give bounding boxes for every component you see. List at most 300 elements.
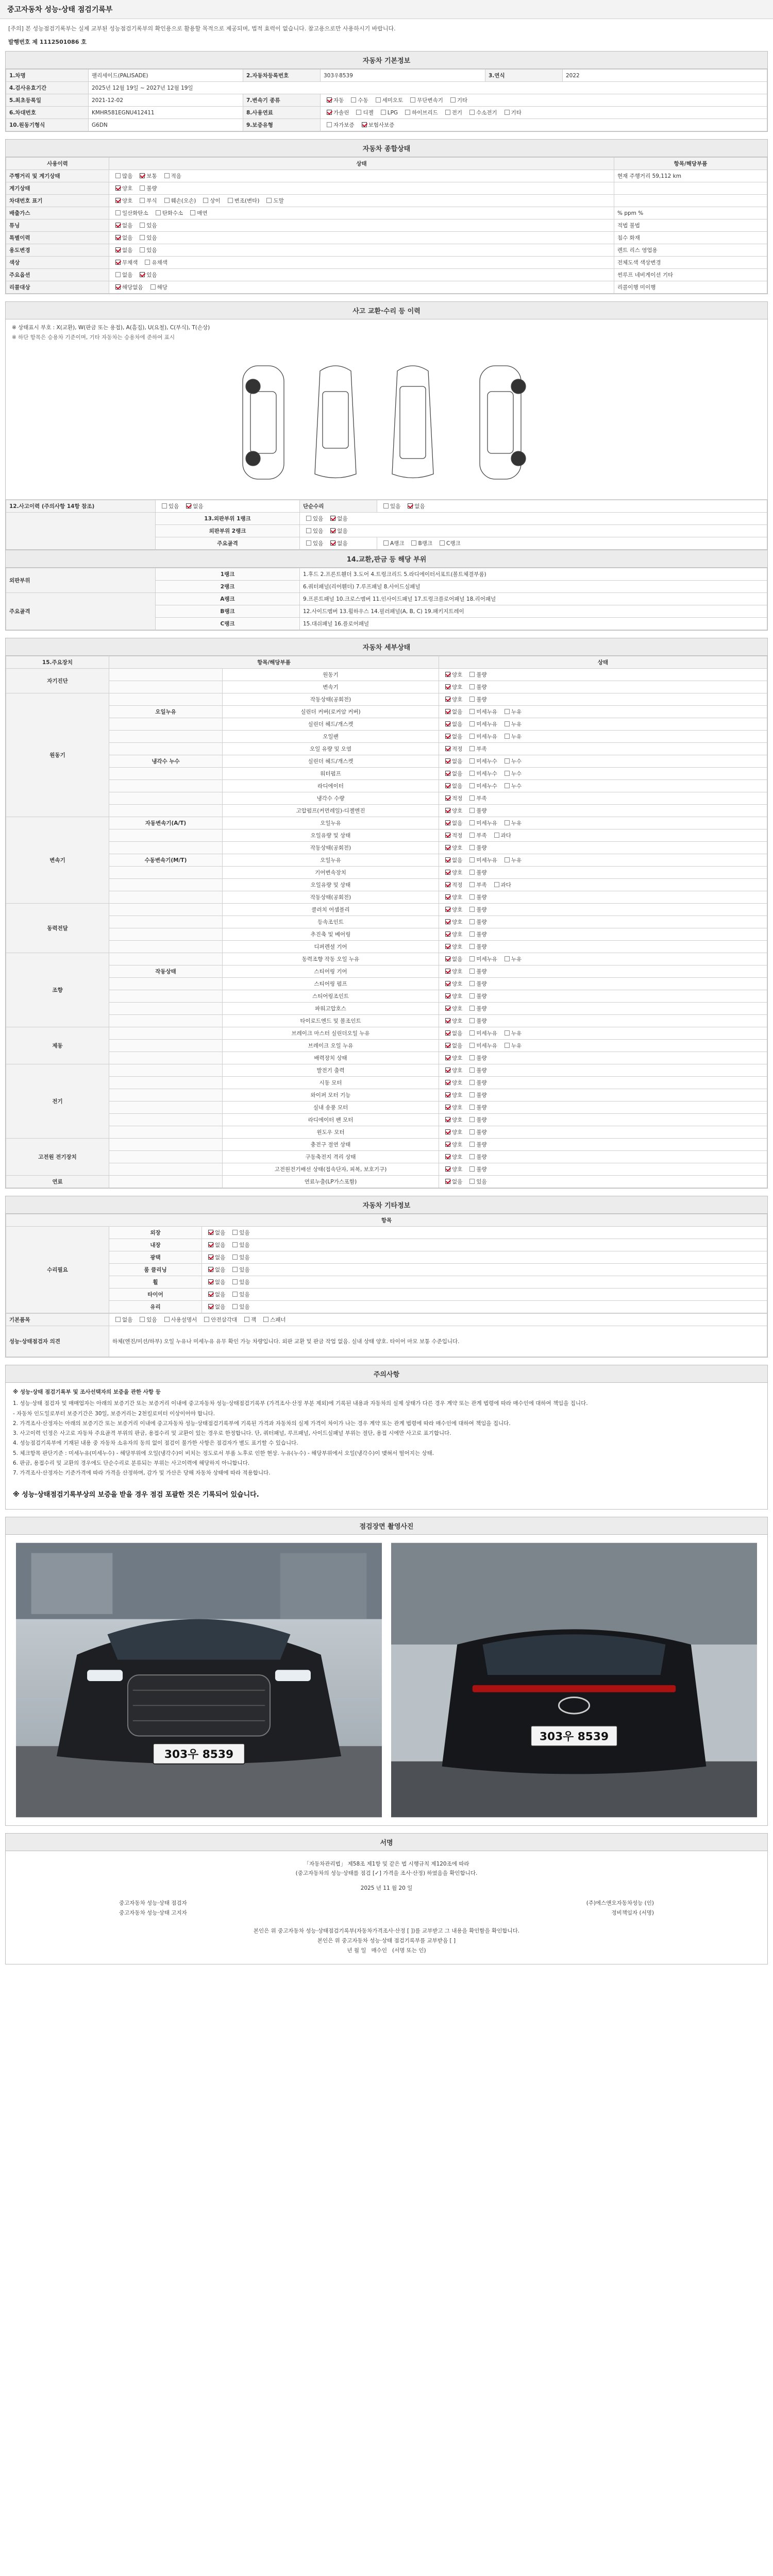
- checkbox[interactable]: [469, 1018, 475, 1023]
- checkbox[interactable]: [150, 284, 156, 290]
- option-0[interactable]: [205, 1278, 225, 1286]
- option-0[interactable]: [442, 1029, 462, 1037]
- option-1[interactable]: [466, 881, 486, 889]
- checkbox[interactable]: [115, 260, 121, 265]
- option-2[interactable]: [187, 209, 207, 217]
- option-1[interactable]: [327, 515, 347, 522]
- option-0[interactable]: [442, 992, 462, 1000]
- option-0[interactable]: [442, 869, 462, 876]
- checkbox[interactable]: [469, 771, 475, 776]
- checkbox[interactable]: [410, 97, 415, 103]
- checkbox[interactable]: [445, 956, 450, 961]
- checkbox[interactable]: [208, 1267, 213, 1272]
- checkbox[interactable]: [356, 110, 361, 115]
- option-0[interactable]: [205, 1229, 225, 1236]
- checkbox[interactable]: [445, 734, 450, 739]
- option-1[interactable]: [137, 271, 157, 279]
- option-1[interactable]: [466, 1116, 486, 1124]
- option-1[interactable]: [466, 819, 497, 827]
- option-1[interactable]: [466, 1091, 486, 1099]
- checkbox[interactable]: [445, 882, 450, 887]
- option-0[interactable]: [303, 539, 323, 547]
- checkbox[interactable]: [469, 1080, 475, 1085]
- checkbox[interactable]: [505, 721, 510, 726]
- checkbox[interactable]: [469, 944, 475, 949]
- option-0[interactable]: [442, 1128, 462, 1136]
- checkbox[interactable]: [445, 771, 450, 776]
- option-0[interactable]: [442, 1079, 462, 1087]
- checkbox[interactable]: [445, 820, 450, 825]
- option-0[interactable]: [442, 1005, 462, 1012]
- checkbox[interactable]: [115, 173, 121, 178]
- checkbox[interactable]: [376, 97, 381, 103]
- checkbox[interactable]: [505, 110, 510, 115]
- checkbox[interactable]: [140, 247, 145, 252]
- checkbox[interactable]: [445, 894, 450, 900]
- checkbox[interactable]: [208, 1292, 213, 1297]
- option-5[interactable]: [260, 1316, 285, 1324]
- checkbox[interactable]: [469, 882, 475, 887]
- checkbox[interactable]: [469, 956, 475, 961]
- checkbox[interactable]: [445, 783, 450, 788]
- checkbox[interactable]: [445, 1080, 450, 1085]
- option-1[interactable]: [466, 893, 486, 901]
- checkbox[interactable]: [208, 1242, 213, 1247]
- option-1[interactable]: [229, 1253, 249, 1261]
- checkbox[interactable]: [469, 808, 475, 813]
- checkbox[interactable]: [445, 981, 450, 986]
- option-1[interactable]: [137, 184, 157, 192]
- checkbox[interactable]: [445, 672, 450, 677]
- option-1[interactable]: [466, 1153, 486, 1161]
- checkbox[interactable]: [445, 1154, 450, 1159]
- checkbox[interactable]: [445, 746, 450, 751]
- option-0[interactable]: [112, 283, 143, 291]
- option-0[interactable]: [442, 807, 462, 815]
- checkbox[interactable]: [445, 931, 450, 937]
- checkbox[interactable]: [445, 758, 450, 764]
- checkbox[interactable]: [327, 97, 332, 103]
- option-0[interactable]: [442, 770, 462, 777]
- checkbox[interactable]: [445, 1105, 450, 1110]
- checkbox[interactable]: [445, 110, 450, 115]
- checkbox[interactable]: [383, 540, 389, 546]
- checkbox[interactable]: [115, 284, 121, 290]
- checkbox[interactable]: [469, 746, 475, 751]
- option-0[interactable]: [303, 527, 323, 535]
- checkbox[interactable]: [469, 783, 475, 788]
- checkbox[interactable]: [164, 1317, 170, 1322]
- option-4[interactable]: [241, 1316, 256, 1324]
- checkbox[interactable]: [469, 734, 475, 739]
- checkbox[interactable]: [469, 833, 475, 838]
- option-0[interactable]: [442, 881, 462, 889]
- option-0[interactable]: [324, 109, 349, 116]
- option-0[interactable]: [112, 1316, 132, 1324]
- checkbox[interactable]: [162, 503, 167, 509]
- checkbox[interactable]: [469, 1166, 475, 1172]
- checkbox[interactable]: [440, 540, 445, 546]
- option-2[interactable]: [501, 720, 522, 728]
- option-1[interactable]: [327, 539, 347, 547]
- option-2[interactable]: [436, 539, 461, 547]
- checkbox[interactable]: [445, 1142, 450, 1147]
- option-0[interactable]: [324, 96, 344, 104]
- option-3[interactable]: [402, 109, 438, 116]
- checkbox[interactable]: [445, 709, 450, 714]
- option-0[interactable]: [442, 683, 462, 691]
- checkbox[interactable]: [115, 247, 121, 252]
- option-1[interactable]: [466, 856, 497, 864]
- checkbox[interactable]: [228, 198, 233, 203]
- checkbox[interactable]: [140, 198, 145, 203]
- checkbox[interactable]: [140, 1317, 145, 1322]
- option-1[interactable]: [466, 683, 486, 691]
- option-1[interactable]: [466, 980, 486, 988]
- checkbox[interactable]: [505, 783, 510, 788]
- option-1[interactable]: [466, 807, 486, 815]
- checkbox[interactable]: [445, 833, 450, 838]
- checkbox[interactable]: [445, 1043, 450, 1048]
- option-1[interactable]: [137, 246, 157, 254]
- checkbox[interactable]: [140, 185, 145, 191]
- option-1[interactable]: [466, 906, 486, 913]
- option-0[interactable]: [112, 271, 132, 279]
- checkbox[interactable]: [469, 672, 475, 677]
- option-0[interactable]: [205, 1253, 225, 1261]
- option-2[interactable]: [501, 819, 522, 827]
- checkbox[interactable]: [469, 1006, 475, 1011]
- checkbox[interactable]: [232, 1292, 238, 1297]
- checkbox[interactable]: [445, 1030, 450, 1036]
- checkbox[interactable]: [445, 721, 450, 726]
- option-0[interactable]: [112, 259, 138, 266]
- option-0[interactable]: [442, 968, 462, 975]
- checkbox[interactable]: [469, 1030, 475, 1036]
- option-1[interactable]: [229, 1229, 249, 1236]
- option-0[interactable]: [442, 1116, 462, 1124]
- checkbox[interactable]: [115, 210, 121, 215]
- option-0[interactable]: [442, 893, 462, 901]
- checkbox[interactable]: [469, 870, 475, 875]
- option-1[interactable]: [466, 1165, 486, 1173]
- checkbox[interactable]: [145, 260, 150, 265]
- option-0[interactable]: [442, 782, 462, 790]
- checkbox[interactable]: [232, 1255, 238, 1260]
- option-0[interactable]: [112, 172, 132, 180]
- option-1[interactable]: [229, 1266, 249, 1274]
- option-2[interactable]: [161, 172, 181, 180]
- checkbox[interactable]: [505, 956, 510, 961]
- checkbox[interactable]: [115, 235, 121, 240]
- option-0[interactable]: [442, 1066, 462, 1074]
- checkbox[interactable]: [445, 795, 450, 801]
- option-0[interactable]: [112, 184, 132, 192]
- checkbox[interactable]: [469, 709, 475, 714]
- option-0[interactable]: [442, 819, 462, 827]
- checkbox[interactable]: [156, 210, 161, 215]
- checkbox[interactable]: [383, 503, 389, 509]
- checkbox[interactable]: [381, 110, 386, 115]
- checkbox[interactable]: [140, 223, 145, 228]
- option-0[interactable]: [442, 1153, 462, 1161]
- checkbox[interactable]: [232, 1230, 238, 1235]
- option-2[interactable]: [378, 110, 398, 116]
- checkbox[interactable]: [306, 528, 311, 533]
- option-1[interactable]: [147, 283, 167, 291]
- option-0[interactable]: [442, 720, 462, 728]
- option-0[interactable]: [112, 222, 132, 229]
- option-0[interactable]: [442, 1165, 462, 1173]
- checkbox[interactable]: [505, 709, 510, 714]
- option-0[interactable]: [442, 1054, 462, 1062]
- option-0[interactable]: [159, 502, 179, 510]
- checkbox[interactable]: [469, 1154, 475, 1159]
- checkbox[interactable]: [469, 684, 475, 689]
- checkbox[interactable]: [445, 907, 450, 912]
- option-1[interactable]: [408, 539, 432, 547]
- option-1[interactable]: [142, 259, 167, 266]
- checkbox[interactable]: [115, 1317, 121, 1322]
- checkbox[interactable]: [469, 907, 475, 912]
- checkbox[interactable]: [469, 820, 475, 825]
- option-6[interactable]: [501, 109, 522, 116]
- option-1[interactable]: [466, 708, 497, 716]
- checkbox[interactable]: [505, 820, 510, 825]
- option-0[interactable]: [442, 856, 462, 864]
- option-1[interactable]: [466, 1054, 486, 1062]
- checkbox[interactable]: [405, 110, 410, 115]
- option-0[interactable]: [303, 515, 323, 522]
- option-0[interactable]: [442, 980, 462, 988]
- option-0[interactable]: [442, 832, 462, 839]
- checkbox[interactable]: [445, 697, 450, 702]
- option-0[interactable]: [205, 1303, 225, 1311]
- option-1[interactable]: [466, 955, 497, 963]
- checkbox[interactable]: [115, 185, 121, 191]
- option-0[interactable]: [442, 745, 462, 753]
- checkbox[interactable]: [327, 110, 332, 115]
- checkbox[interactable]: [445, 808, 450, 813]
- option-1[interactable]: [466, 1128, 486, 1136]
- option-0[interactable]: [442, 794, 462, 802]
- option-0[interactable]: [442, 757, 462, 765]
- option-1[interactable]: [466, 1104, 486, 1111]
- checkbox[interactable]: [445, 857, 450, 862]
- option-2[interactable]: [491, 881, 511, 889]
- checkbox[interactable]: [445, 1006, 450, 1011]
- option-0[interactable]: [442, 844, 462, 852]
- checkbox[interactable]: [362, 122, 367, 127]
- checkbox[interactable]: [232, 1304, 238, 1309]
- checkbox[interactable]: [140, 173, 145, 178]
- checkbox[interactable]: [469, 795, 475, 801]
- option-2[interactable]: [501, 782, 522, 790]
- option-1[interactable]: [229, 1291, 249, 1298]
- option-0[interactable]: [442, 696, 462, 703]
- checkbox[interactable]: [115, 223, 121, 228]
- option-4[interactable]: [225, 197, 260, 205]
- checkbox[interactable]: [208, 1255, 213, 1260]
- checkbox[interactable]: [445, 1117, 450, 1122]
- checkbox[interactable]: [469, 969, 475, 974]
- option-0[interactable]: [205, 1291, 225, 1298]
- option-1[interactable]: [137, 172, 157, 180]
- option-0[interactable]: [442, 1104, 462, 1111]
- option-0[interactable]: [112, 209, 148, 217]
- checkbox[interactable]: [469, 721, 475, 726]
- option-1[interactable]: [466, 1029, 497, 1037]
- option-3[interactable]: [407, 96, 443, 104]
- checkbox[interactable]: [208, 1230, 213, 1235]
- option-2[interactable]: [501, 770, 522, 777]
- option-0[interactable]: [442, 906, 462, 913]
- checkbox[interactable]: [469, 1105, 475, 1110]
- checkbox[interactable]: [203, 198, 208, 203]
- checkbox[interactable]: [469, 1129, 475, 1134]
- checkbox[interactable]: [445, 1055, 450, 1060]
- checkbox[interactable]: [445, 919, 450, 924]
- option-2[interactable]: [491, 832, 511, 839]
- option-1[interactable]: [466, 770, 497, 777]
- option-4[interactable]: [442, 109, 462, 116]
- checkbox[interactable]: [266, 198, 272, 203]
- option-4[interactable]: [447, 96, 467, 104]
- checkbox[interactable]: [232, 1279, 238, 1284]
- option-1[interactable]: [137, 1316, 157, 1324]
- option-2[interactable]: [373, 96, 404, 104]
- checkbox[interactable]: [469, 1117, 475, 1122]
- option-3[interactable]: [200, 197, 220, 205]
- checkbox[interactable]: [469, 857, 475, 862]
- checkbox[interactable]: [445, 993, 450, 998]
- checkbox[interactable]: [469, 1142, 475, 1147]
- option-0[interactable]: [324, 121, 355, 129]
- option-0[interactable]: [442, 1178, 462, 1185]
- checkbox[interactable]: [445, 684, 450, 689]
- checkbox[interactable]: [469, 1092, 475, 1097]
- checkbox[interactable]: [351, 97, 356, 103]
- checkbox[interactable]: [445, 870, 450, 875]
- option-1[interactable]: [137, 234, 157, 242]
- checkbox[interactable]: [505, 1030, 510, 1036]
- checkbox[interactable]: [469, 993, 475, 998]
- option-1[interactable]: [229, 1278, 249, 1286]
- option-0[interactable]: [442, 943, 462, 951]
- option-1[interactable]: [229, 1303, 249, 1311]
- checkbox[interactable]: [208, 1279, 213, 1284]
- checkbox[interactable]: [505, 758, 510, 764]
- checkbox[interactable]: [330, 540, 335, 546]
- option-1[interactable]: [466, 844, 486, 852]
- checkbox[interactable]: [505, 771, 510, 776]
- checkbox[interactable]: [411, 540, 416, 546]
- checkbox[interactable]: [469, 1055, 475, 1060]
- option-1[interactable]: [466, 918, 486, 926]
- option-1[interactable]: [466, 1178, 486, 1185]
- checkbox[interactable]: [445, 1092, 450, 1097]
- option-2[interactable]: [501, 733, 522, 740]
- option-1[interactable]: [466, 1079, 486, 1087]
- checkbox[interactable]: [330, 516, 335, 521]
- checkbox[interactable]: [469, 758, 475, 764]
- checkbox[interactable]: [408, 503, 413, 509]
- checkbox[interactable]: [445, 1129, 450, 1134]
- checkbox[interactable]: [204, 1317, 209, 1322]
- checkbox[interactable]: [469, 697, 475, 702]
- checkbox[interactable]: [494, 882, 499, 887]
- checkbox[interactable]: [115, 198, 121, 203]
- option-1[interactable]: [466, 733, 497, 740]
- checkbox[interactable]: [190, 210, 195, 215]
- option-1[interactable]: [348, 96, 368, 104]
- checkbox[interactable]: [469, 919, 475, 924]
- option-2[interactable]: [501, 955, 522, 963]
- option-2[interactable]: [501, 757, 522, 765]
- checkbox[interactable]: [469, 894, 475, 900]
- option-1[interactable]: [466, 832, 486, 839]
- checkbox[interactable]: [232, 1242, 238, 1247]
- option-2[interactable]: [501, 708, 522, 716]
- option-1[interactable]: [327, 527, 347, 535]
- checkbox[interactable]: [469, 1067, 475, 1073]
- option-1[interactable]: [137, 222, 157, 229]
- option-1[interactable]: [466, 1066, 486, 1074]
- option-0[interactable]: [442, 1091, 462, 1099]
- option-0[interactable]: [112, 246, 132, 254]
- checkbox[interactable]: [164, 173, 170, 178]
- option-1[interactable]: [466, 1141, 486, 1148]
- option-0[interactable]: [442, 708, 462, 716]
- option-1[interactable]: [466, 782, 497, 790]
- checkbox[interactable]: [445, 944, 450, 949]
- checkbox[interactable]: [208, 1304, 213, 1309]
- option-1[interactable]: [466, 943, 486, 951]
- option-0[interactable]: [442, 1141, 462, 1148]
- option-1[interactable]: [466, 1042, 497, 1049]
- checkbox[interactable]: [469, 110, 475, 115]
- option-1[interactable]: [466, 1017, 486, 1025]
- option-1[interactable]: [466, 757, 497, 765]
- option-1[interactable]: [466, 992, 486, 1000]
- option-5[interactable]: [263, 197, 283, 205]
- option-0[interactable]: [205, 1266, 225, 1274]
- checkbox[interactable]: [505, 734, 510, 739]
- checkbox[interactable]: [445, 1166, 450, 1172]
- option-1[interactable]: [359, 121, 395, 129]
- checkbox[interactable]: [186, 503, 191, 509]
- option-1[interactable]: [466, 968, 486, 975]
- option-1[interactable]: [229, 1241, 249, 1249]
- checkbox[interactable]: [469, 1043, 475, 1048]
- checkbox[interactable]: [244, 1317, 249, 1322]
- checkbox[interactable]: [450, 97, 456, 103]
- option-1[interactable]: [466, 745, 486, 753]
- option-2[interactable]: [501, 856, 522, 864]
- option-1[interactable]: [466, 1005, 486, 1012]
- option-1[interactable]: [466, 794, 486, 802]
- option-1[interactable]: [466, 671, 486, 679]
- checkbox[interactable]: [469, 1179, 475, 1184]
- option-3[interactable]: [201, 1316, 237, 1324]
- checkbox[interactable]: [115, 272, 121, 277]
- checkbox[interactable]: [445, 1067, 450, 1073]
- option-2[interactable]: [161, 197, 196, 205]
- checkbox[interactable]: [469, 931, 475, 937]
- checkbox[interactable]: [306, 516, 311, 521]
- option-2[interactable]: [501, 1029, 522, 1037]
- checkbox[interactable]: [140, 235, 145, 240]
